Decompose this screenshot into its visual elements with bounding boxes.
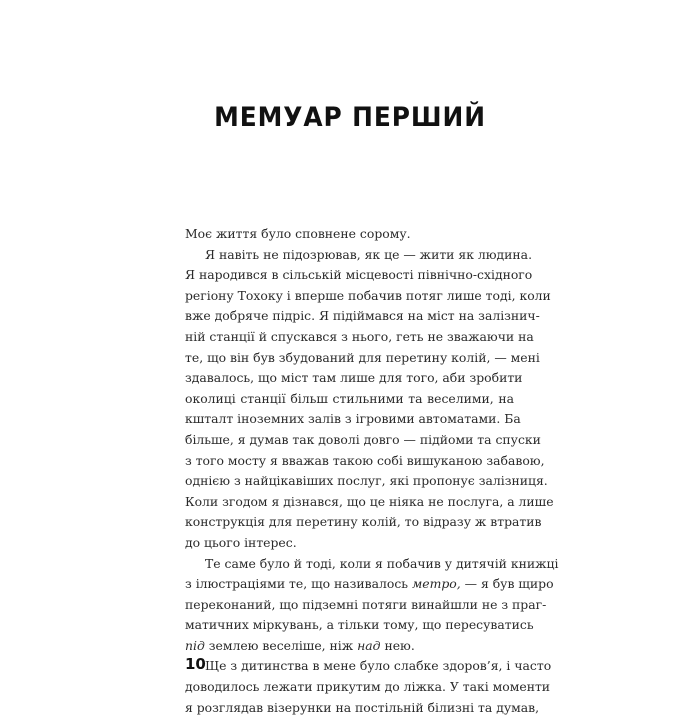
text-segment: нею.: [380, 637, 415, 653]
text-line: околиці станції більш стильними та веселими, на: [185, 390, 514, 406]
text-line: Те саме було й тоді, коли я побачив у дитячій книжці: [205, 555, 559, 571]
text-line: регіону Тохоку і вперше побачив потяг лише тоді, коли: [185, 287, 551, 303]
text-line: кшталт іноземних залів з ігровими автоматами. Ба: [185, 411, 521, 427]
text-line: Моє життя було сповнене сорому.: [185, 226, 411, 241]
text-segment: — я був щиро: [460, 576, 554, 592]
text-line: Я навіть не підозрював, як це — жити як людина.: [205, 246, 533, 262]
chapter-title: МЕМУАР ПЕРШИЙ: [214, 102, 486, 133]
italic-word-nad: над: [357, 637, 381, 653]
text-line: Коли згодом я дізнався, що це ніяка не послуга, а лише: [185, 493, 554, 509]
text-line: ній станції й спускався з нього, геть не зважаючи на: [185, 328, 534, 344]
text-line: переконаний, що підземні потяги винайшли не з праг-: [185, 596, 547, 612]
text-line: Я народився в сільській місцевості північно-східного: [185, 267, 533, 283]
text-line: до цього інтерес.: [185, 534, 297, 550]
text-line: з того мосту я вважав такою собі вишуканою забавою,: [185, 452, 545, 468]
text-line: здавалось, що міст там лише для того, аби зробити: [185, 370, 523, 386]
text-segment: землею веселіше, ніж: [204, 637, 358, 653]
text-line: те, що він був збудований для перетину колій, — мені: [185, 349, 540, 365]
italic-word-metro: метро,: [412, 576, 461, 592]
text-segment: з ілюстраціями те, що називалось: [185, 576, 409, 592]
text-line: конструкція для перетину колій, то відразу ж втратив: [185, 514, 542, 530]
text-line: більше, я думав так доволі довго — підйоми та спуски: [185, 431, 541, 447]
text-line: вже добряче підріс. Я підіймався на міст на залізнич-: [185, 308, 540, 324]
text-line: матичних міркувань, а тільки тому, що пересуватись: [185, 617, 534, 633]
text-line: я розглядав візерунки на постільній білизні та думав,: [185, 699, 540, 715]
page-number: 10: [185, 655, 206, 673]
text-line: однією з найцікавіших послуг, які пропонує залізниця.: [185, 473, 548, 489]
text-line: Ще з дитинства в мене було слабке здоров’я, і часто: [205, 658, 552, 674]
text-line: доводилось лежати прикутим до ліжка. У такі моменти: [185, 679, 551, 695]
text-line: [185, 636, 514, 657]
body-text: [185, 224, 559, 718]
italic-word-pid: під: [185, 637, 205, 653]
text-line: [185, 574, 554, 595]
